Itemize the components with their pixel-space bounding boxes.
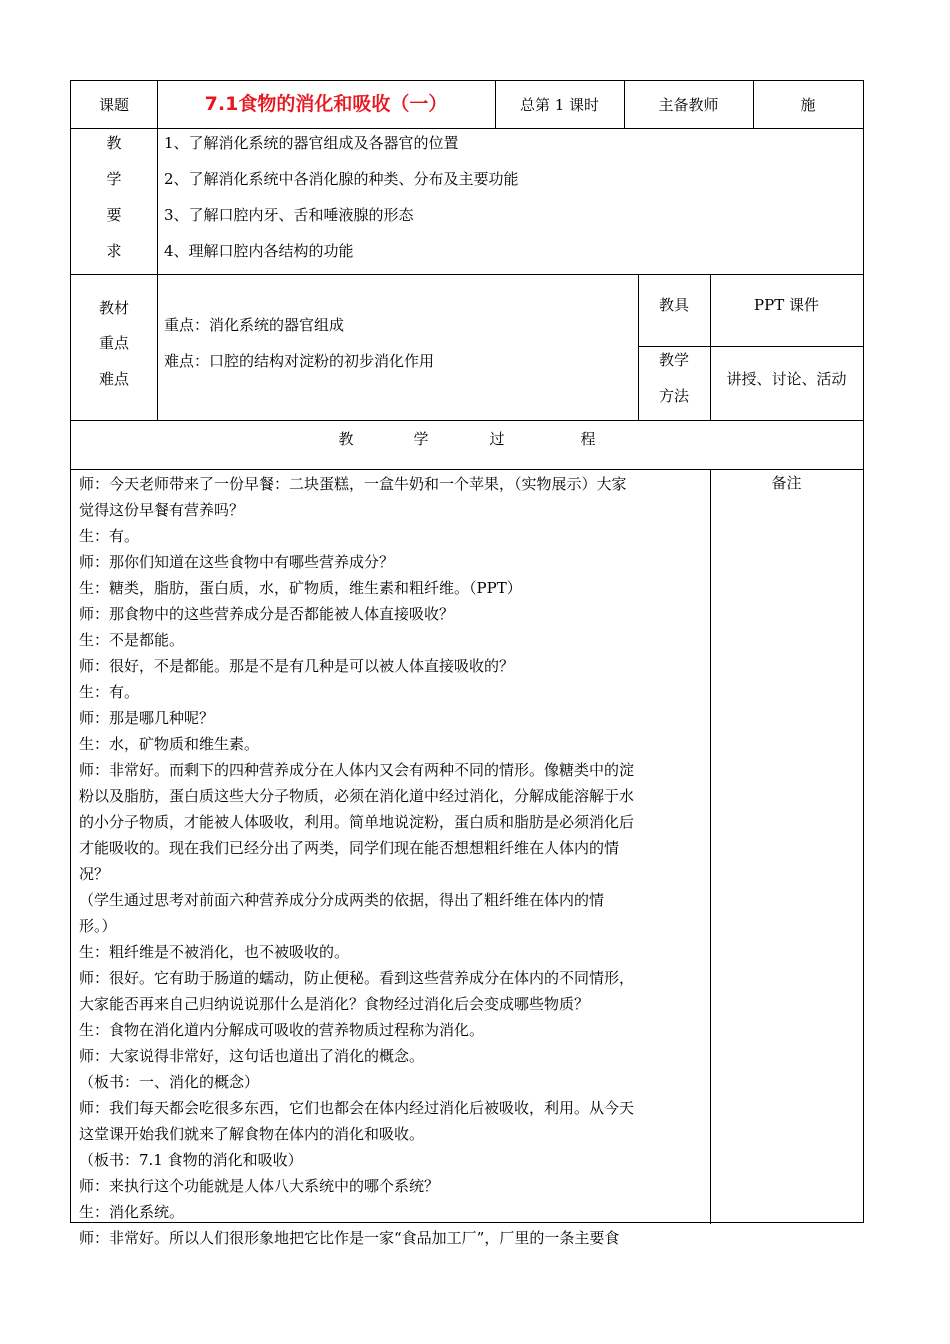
process-heading-char: 程 — [580, 430, 596, 448]
lesson-count: 总第 1 课时 — [519, 96, 600, 114]
focus-label-line: 教材 — [98, 299, 129, 317]
process-line: 大家能否再来自己归纳说说那什么是消化？食物经过消化后会变成哪些物质？ — [79, 995, 590, 1013]
requirements-label-char: 要 — [106, 206, 122, 224]
method-label-line: 方法 — [658, 387, 689, 405]
topic-label: 课题 — [98, 96, 129, 114]
col-divider — [710, 469, 711, 1224]
lesson-plan-table — [70, 80, 864, 1247]
row-divider — [71, 469, 863, 470]
requirement-item: 3、了解口腔内牙、舌和唾液腺的形态 — [164, 206, 414, 224]
teacher-label: 主备教师 — [658, 96, 719, 114]
difficulty: 难点：口腔的结构对淀粉的初步消化作用 — [164, 352, 435, 370]
requirement-item: 4、理解口腔内各结构的功能 — [164, 242, 354, 260]
lesson-title: 7.1食物的消化和吸收（一） — [204, 93, 448, 115]
row-divider — [638, 346, 863, 347]
process-line: 师：我们每天都会吃很多东西，它们也都会在体内经过消化后被吸收，利用。从今天 — [79, 1099, 635, 1117]
requirements-label-char: 教 — [106, 134, 122, 152]
process-line: 师：那是哪几种呢？ — [79, 709, 215, 727]
process-line: 觉得这份早餐有营养吗？ — [79, 501, 245, 519]
process-line: 师：今天老师带来了一份早餐：二块蛋糕，一盒牛奶和一个苹果，（实物展示）大家 — [79, 475, 627, 493]
row-divider — [71, 420, 863, 421]
process-line: 形。） — [79, 917, 117, 935]
process-heading-char: 学 — [413, 430, 429, 448]
process-line: 生：粗纤维是不被消化，也不被吸收的。 — [79, 943, 350, 961]
process-line: 生：不是都能。 — [79, 631, 185, 649]
process-line: 师：那食物中的这些营养成分是否都能被人体直接吸收？ — [79, 605, 455, 623]
process-line: 生：糖类，脂肪，蛋白质，水，矿物质，维生素和粗纤维。（PPT） — [79, 579, 522, 597]
process-line: 的小分子物质，才能被人体吸收，利用。简单地说淀粉，蛋白质和脂肪是必须消化后 — [79, 813, 635, 831]
process-heading-char: 教 — [338, 430, 354, 448]
key-point: 重点：消化系统的器官组成 — [164, 316, 345, 334]
row-divider — [71, 274, 863, 275]
process-line: 才能吸收的。现在我们已经分出了两类，同学们现在能否想想粗纤维在人体内的情 — [79, 839, 620, 857]
process-line: 生：消化系统。 — [79, 1203, 185, 1221]
process-line: 粉以及脂肪，蛋白质这些大分子物质，必须在消化道中经过消化，分解成能溶解于水 — [79, 787, 635, 805]
focus-label-line: 难点 — [98, 370, 129, 388]
process-line: 师：很好。它有助于肠道的蠕动，防止便秘。看到这些营养成分在体内的不同情形， — [79, 969, 635, 987]
requirement-item: 2、了解消化系统中各消化腺的种类、分布及主要功能 — [164, 170, 519, 188]
process-text — [79, 471, 709, 1251]
process-line: 生：食物在消化道内分解成可吸收的营养物质过程称为消化。 — [79, 1021, 485, 1039]
process-line: 生：有。 — [79, 683, 140, 701]
process-line: 师：大家说得非常好，这句话也道出了消化的概念。 — [79, 1047, 425, 1065]
method-value: 讲授、讨论、活动 — [726, 370, 847, 388]
process-line: 师：很好，不是都能。那是不是有几种是可以被人体直接吸收的？ — [79, 657, 515, 675]
process-line: 师：来执行这个功能就是人体八大系统中的哪个系统？ — [79, 1177, 440, 1195]
method-label-line: 教学 — [658, 351, 689, 369]
requirements-label-char: 求 — [106, 242, 122, 260]
teacher-name: 施 — [800, 96, 816, 114]
col-divider — [157, 81, 158, 420]
tools-value: PPT 课件 — [754, 296, 819, 314]
process-line: （学生通过思考对前面六种营养成分分成两类的依据，得出了粗纤维在体内的情 — [79, 891, 605, 909]
process-line: （板书：7.1 食物的消化和吸收） — [79, 1151, 303, 1169]
process-line: 况？ — [79, 865, 110, 883]
notes-label: 备注 — [771, 474, 802, 492]
process-line: 生：水，矿物质和维生素。 — [79, 735, 260, 753]
process-line: 生：有。 — [79, 527, 140, 545]
tools-label: 教具 — [658, 296, 689, 314]
requirements-label-char: 学 — [106, 170, 122, 188]
process-line: 这堂课开始我们就来了解食物在体内的消化和吸收。 — [79, 1125, 425, 1143]
process-line: （板书：一、消化的概念） — [79, 1073, 260, 1091]
row-divider — [71, 128, 863, 129]
process-line: 师：非常好。所以人们很形象地把它比作是一家“食品加工厂”，厂里的一条主要食 — [79, 1229, 620, 1247]
process-line: 师：那你们知道在这些食物中有哪些营养成分？ — [79, 553, 395, 571]
focus-label-line: 重点 — [98, 334, 129, 352]
process-heading-char: 过 — [489, 430, 505, 448]
process-line: 师：非常好。而剩下的四种营养成分在人体内又会有两种不同的情形。像糖类中的淀 — [79, 761, 635, 779]
requirement-item: 1、了解消化系统的器官组成及各器官的位置 — [164, 134, 459, 152]
